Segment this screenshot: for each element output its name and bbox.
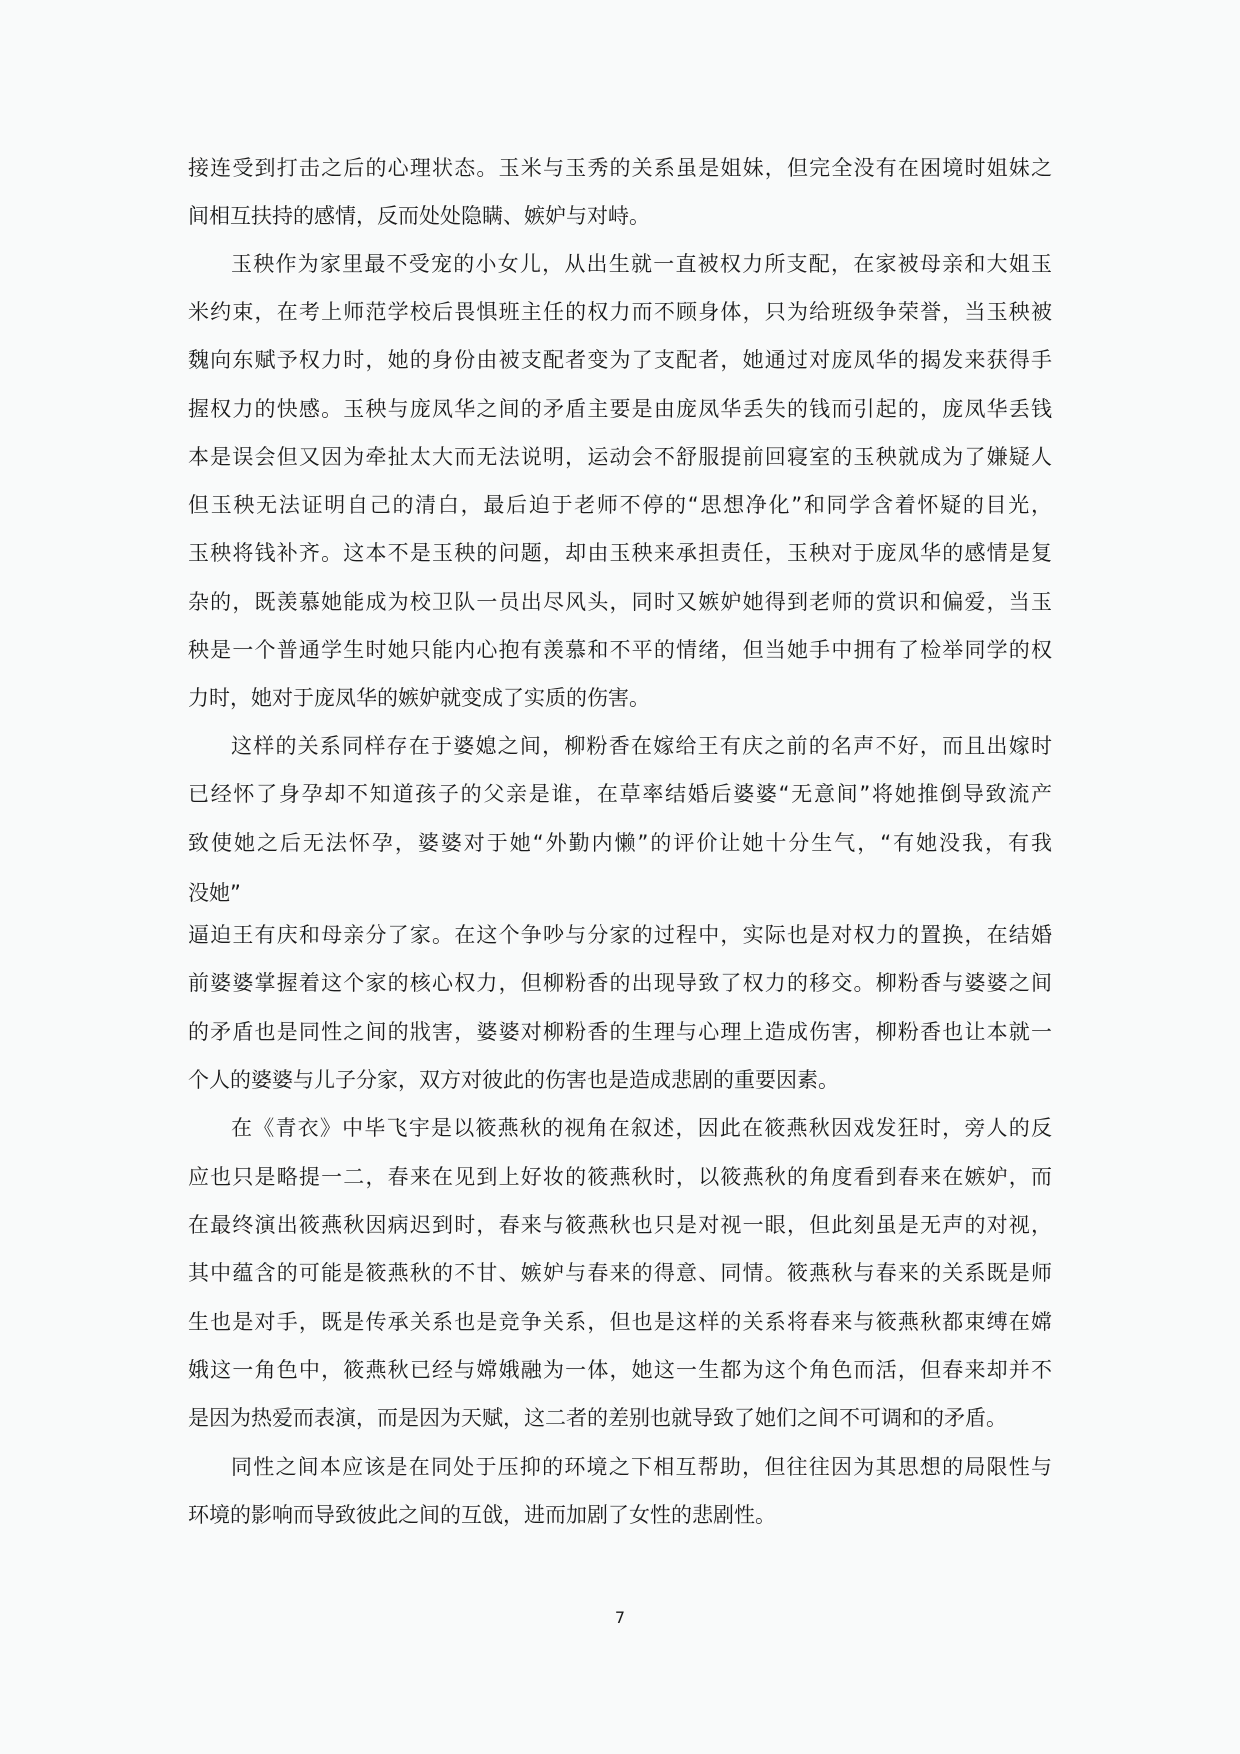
text-line: 环境的影响而导致彼此之间的互戗，进而加剧了女性的悲剧性。 — [188, 1503, 776, 1527]
text-line: 杂的，既羡慕她能成为校卫队一员出尽风头，同时又嫉妒她得到老师的赏识和偏爱，当玉 — [188, 590, 1052, 614]
text-line: 魏向东赋予权力时，她的身份由被支配者变为了支配者，她通过对庞凤华的揭发来获得手 — [188, 348, 1052, 372]
text-line: 其中蕴含的可能是筱燕秋的不甘、嫉妒与春来的得意、同情。筱燕秋与春来的关系既是师 — [188, 1261, 1052, 1285]
text-line: 力时，她对于庞凤华的嫉妒就变成了实质的伤害。 — [188, 686, 650, 710]
text-line: 间相互扶持的感情，反而处处隐瞒、嫉妒与对峙。 — [188, 204, 650, 228]
paragraph-start-line: 玉秧作为家里最不受宠的小女儿，从出生就一直被权力所支配，在家被母亲和大姐玉 — [231, 252, 1052, 276]
text-line: 娥这一角色中，筱燕秋已经与嫦娥融为一体，她这一生都为这个角色而活，但春来却并不 — [188, 1358, 1052, 1382]
text-line: 玉秧将钱补齐。这本不是玉秧的问题，却由玉秧来承担责任，玉秧对于庞凤华的感情是复 — [188, 541, 1052, 565]
text-line: 秧是一个普通学生时她只能内心抱有羡慕和不平的情绪，但当她手中拥有了检举同学的权 — [188, 638, 1052, 662]
paragraph-start-line: 这样的关系同样存在于婆媳之间，柳粉香在嫁给王有庆之前的名声不好，而且出嫁时 — [231, 734, 1052, 758]
text-line: 是因为热爱而表演，而是因为天赋，这二者的差别也就导致了她们之间不可调和的矛盾。 — [188, 1406, 1007, 1430]
text-line: 但玉秧无法证明自己的清白，最后迫于老师不停的“思想净化”和同学含着怀疑的目光， — [188, 493, 1052, 517]
text-line: 接连受到打击之后的心理状态。玉米与玉秀的关系虽是姐妹，但完全没有在困境时姐妹之 — [188, 156, 1052, 180]
text-line: 没她” — [188, 881, 241, 905]
text-line: 握权力的快感。玉秧与庞凤华之间的矛盾主要是由庞凤华丢失的钱而引起的，庞凤华丢钱 — [188, 397, 1052, 421]
text-line: 逼迫王有庆和母亲分了家。在这个争吵与分家的过程中，实际也是对权力的置换，在结婚 — [188, 923, 1052, 947]
page-number: 7 — [614, 1608, 626, 1627]
text-line: 的矛盾也是同性之间的戕害，婆婆对柳粉香的生理与心理上造成伤害，柳粉香也让本就一 — [188, 1020, 1052, 1044]
text-line: 在最终演出筱燕秋因病迟到时，春来与筱燕秋也只是对视一眼，但此刻虽是无声的对视， — [188, 1213, 1052, 1237]
text-line: 致使她之后无法怀孕，婆婆对于她“外勤内懒”的评价让她十分生气，“有她没我，有我 — [188, 831, 1052, 855]
text-line: 个人的婆婆与儿子分家，双方对彼此的伤害也是造成悲剧的重要因素。 — [188, 1068, 839, 1092]
text-line: 生也是对手，既是传承关系也是竞争关系，但也是这样的关系将春来与筱燕秋都束缚在嫦 — [188, 1310, 1052, 1334]
text-line: 前婆婆掌握着这个家的核心权力，但柳粉香的出现导致了权力的移交。柳粉香与婆婆之间 — [188, 971, 1052, 995]
paragraph-start-line: 在《青衣》中毕飞宇是以筱燕秋的视角在叙述，因此在筱燕秋因戏发狂时，旁人的反 — [231, 1116, 1052, 1140]
text-line: 已经怀了身孕却不知道孩子的父亲是谁，在草率结婚后婆婆“无意间”将她推倒导致流产 — [188, 782, 1052, 806]
text-line: 米约束，在考上师范学校后畏惧班主任的权力而不顾身体，只为给班级争荣誉，当玉秧被 — [188, 300, 1052, 324]
text-line: 应也只是略提一二，春来在见到上好妆的筱燕秋时，以筱燕秋的角度看到春来在嫉妒，而 — [188, 1165, 1052, 1189]
text-line: 本是误会但又因为牵扯太大而无法说明，运动会不舒服提前回寝室的玉秧就成为了嫌疑人 — [188, 445, 1052, 469]
paragraph-start-line: 同性之间本应该是在同处于压抑的环境之下相互帮助，但往往因为其思想的局限性与 — [231, 1455, 1052, 1479]
